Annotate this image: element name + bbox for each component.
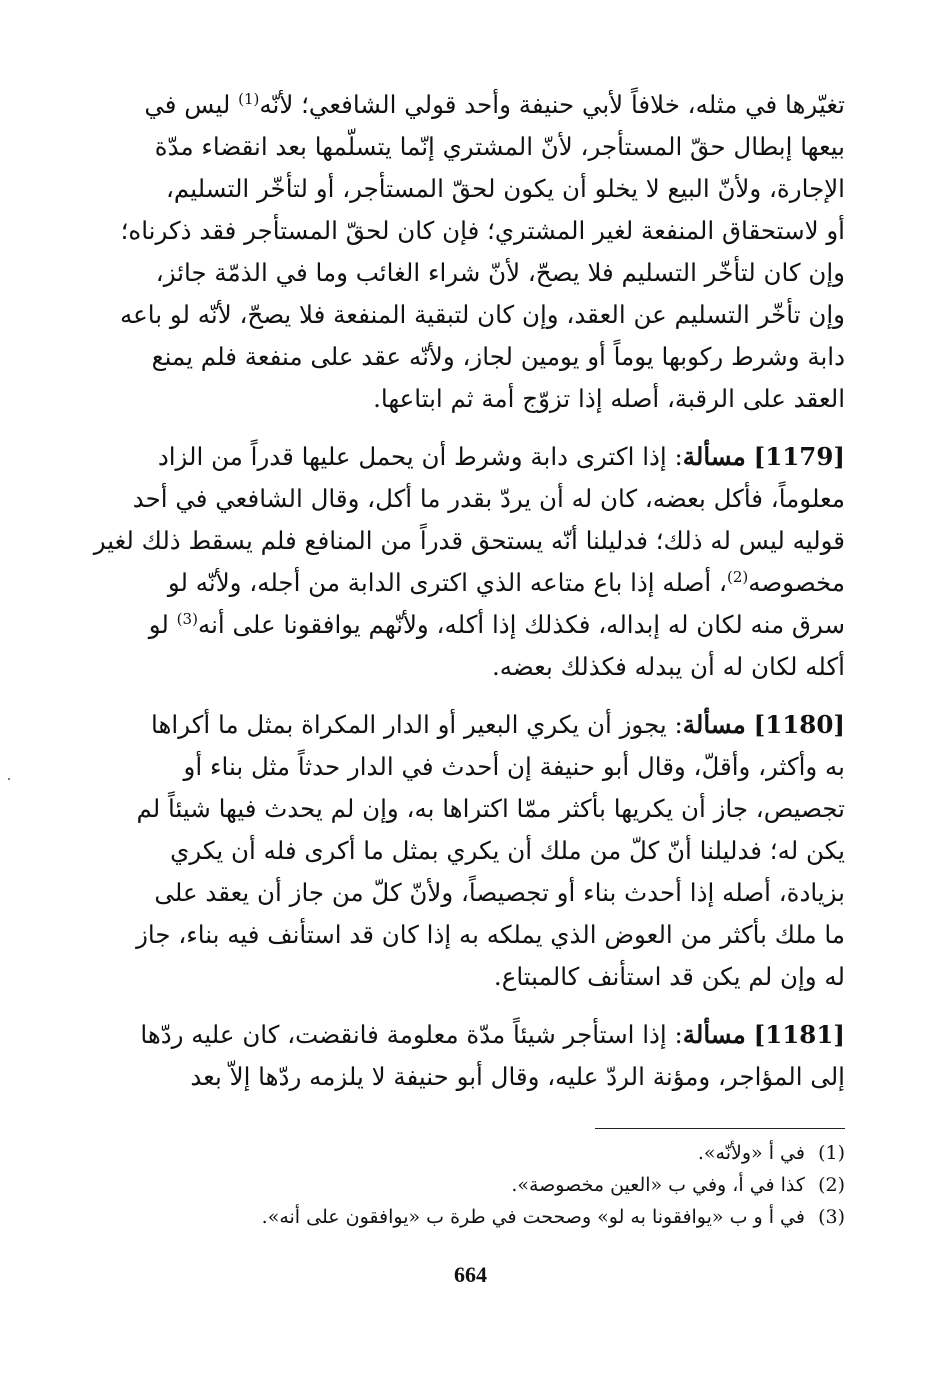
footnote-ref[interactable]: (1) bbox=[238, 89, 260, 108]
text-segment: : إذا استأجر شيئاً مدّة معلومة فانقضت، كان عليه ردّها bbox=[140, 1020, 683, 1049]
text-segment: سرق منه لكان له إبداله، فكذلك إذا أكله، ولأنّهم يوافقونا على أنه bbox=[197, 610, 845, 639]
footnote-ref[interactable]: (3) bbox=[176, 609, 198, 628]
text-line bbox=[100, 562, 845, 604]
footnote-number: (3) bbox=[818, 1206, 845, 1228]
text-line bbox=[100, 436, 845, 478]
text-line: معلوماً، فأكل بعضه، كان له أن يردّ بقدر ما أكل، وقال الشافعي في أحد bbox=[132, 484, 845, 513]
text-segment: ، أصله إذا باع متاعه الذي اكترى الدابة من أجله، ولأنّه لو bbox=[167, 568, 727, 597]
scan-speck bbox=[8, 778, 10, 780]
paragraph-continuation bbox=[100, 84, 845, 420]
text-line bbox=[100, 704, 845, 746]
text-line: قوليه ليس له ذلك؛ فدليلنا أنّه يستحق قدراً من المنافع فلم يسقط ذلك لغير bbox=[93, 526, 845, 555]
text-line bbox=[100, 604, 845, 646]
issue-label: مسألة bbox=[682, 442, 746, 471]
text-line bbox=[100, 1014, 845, 1056]
text-segment: : إذا اكترى دابة وشرط أن يحمل عليها قدراً من الزاد bbox=[157, 442, 683, 471]
text-line: ما ملك بأكثر من العوض الذي يملكه به إذا كان قد استأنف فيه بناء، جاز bbox=[136, 920, 845, 949]
text-line: له وإن لم يكن قد استأنف كالمبتاع. bbox=[493, 962, 845, 991]
text-line: به وأكثر، وأقلّ، وقال أبو حنيفة إن أحدث في الدار حدثاً مثل بناء أو bbox=[183, 752, 845, 781]
text-line: إلى المؤاجر، ومؤنة الردّ عليه، وقال أبو حنيفة لا يلزمه ردّها إلاّ بعد bbox=[190, 1062, 845, 1091]
footnote-text: في أ و ب «يوافقونا به لو» وصححت في طرة ب «يوافقون على أنه». bbox=[261, 1206, 805, 1228]
issue-number: [1180] bbox=[753, 710, 845, 739]
text-line: دابة وشرط ركوبها يوماً أو يومين لجاز، ولأنّه عقد على منفعة فلم يمنع bbox=[151, 342, 845, 371]
text-segment: تغيّرها في مثله، خلافاً لأبي حنيفة وأحد قولي الشافعي؛ لأنّه bbox=[259, 90, 845, 119]
issue-number: [1179] bbox=[753, 442, 845, 471]
page-body bbox=[93, 84, 845, 1114]
text-line: تجصيص، جاز أن يكريها بأكثر ممّا اكتراها به، وإن لم يحدث فيها شيئاً لم bbox=[136, 794, 845, 823]
issue-1180 bbox=[100, 704, 845, 998]
footnote-ref[interactable]: (2) bbox=[726, 567, 749, 586]
text-line: الإجارة، ولأنّ البيع لا يخلو أن يكون لحقّ المستأجر، أو لتأخّر التسليم، bbox=[166, 174, 845, 203]
issue-number: [1181] bbox=[753, 1020, 845, 1049]
text-line: العقد على الرقبة، أصله إذا تزوّج أمة ثم ابتاعها. bbox=[373, 384, 845, 413]
footnote-item bbox=[100, 1137, 845, 1169]
footnote-text: في أ «ولأنّه». bbox=[697, 1142, 805, 1164]
issue-1181 bbox=[100, 1014, 845, 1098]
footnotes bbox=[100, 1128, 845, 1233]
text-segment: لو bbox=[148, 610, 177, 639]
footnote-number: (2) bbox=[818, 1174, 845, 1196]
issue-1179 bbox=[93, 436, 845, 688]
issue-label: مسألة bbox=[682, 710, 746, 739]
text-line: وإن كان لتأخّر التسليم فلا يصحّ، لأنّ شراء الغائب وما في الذمّة جائز، bbox=[155, 258, 845, 287]
text-line: أو لاستحقاق المنفعة لغير المشتري؛ فإن كان لحقّ المستأجر فقد ذكرناه؛ bbox=[120, 216, 845, 245]
text-line: بيعها إبطال حقّ المستأجر، لأنّ المشتري إنّما يتسلّمها بعد انقضاء مدّة bbox=[154, 132, 845, 161]
text-segment: ليس في bbox=[144, 90, 239, 119]
page-number: 664 bbox=[454, 1262, 487, 1287]
footnote-text: كذا في أ، وفي ب «العين مخصوصة». bbox=[511, 1174, 805, 1196]
footnote-divider bbox=[595, 1128, 845, 1129]
text-line bbox=[100, 84, 845, 126]
text-segment: مخصوصه bbox=[748, 568, 845, 597]
text-segment: : يجوز أن يكري البعير أو الدار المكراة بمثل ما أكراها bbox=[151, 710, 683, 739]
footnote-item bbox=[100, 1169, 845, 1201]
footnote-number: (1) bbox=[818, 1142, 845, 1164]
text-line: وإن تأخّر التسليم عن العقد، وإن كان لتبقية المنفعة فلا يصحّ، لأنّه لو باعه bbox=[120, 300, 845, 329]
footnote-item bbox=[100, 1201, 845, 1233]
text-line: أكله لكان له أن يبدله فكذلك بعضه. bbox=[492, 652, 845, 681]
issue-label: مسألة bbox=[682, 1020, 746, 1049]
text-line: يكن له؛ فدليلنا أنّ كلّ من ملك أن يكري بمثل ما أكرى فله أن يكري bbox=[170, 836, 845, 865]
text-line: بزيادة، أصله إذا أحدث بناء أو تجصيصاً، ولأنّ كلّ من جاز أن يعقد على bbox=[154, 878, 845, 907]
